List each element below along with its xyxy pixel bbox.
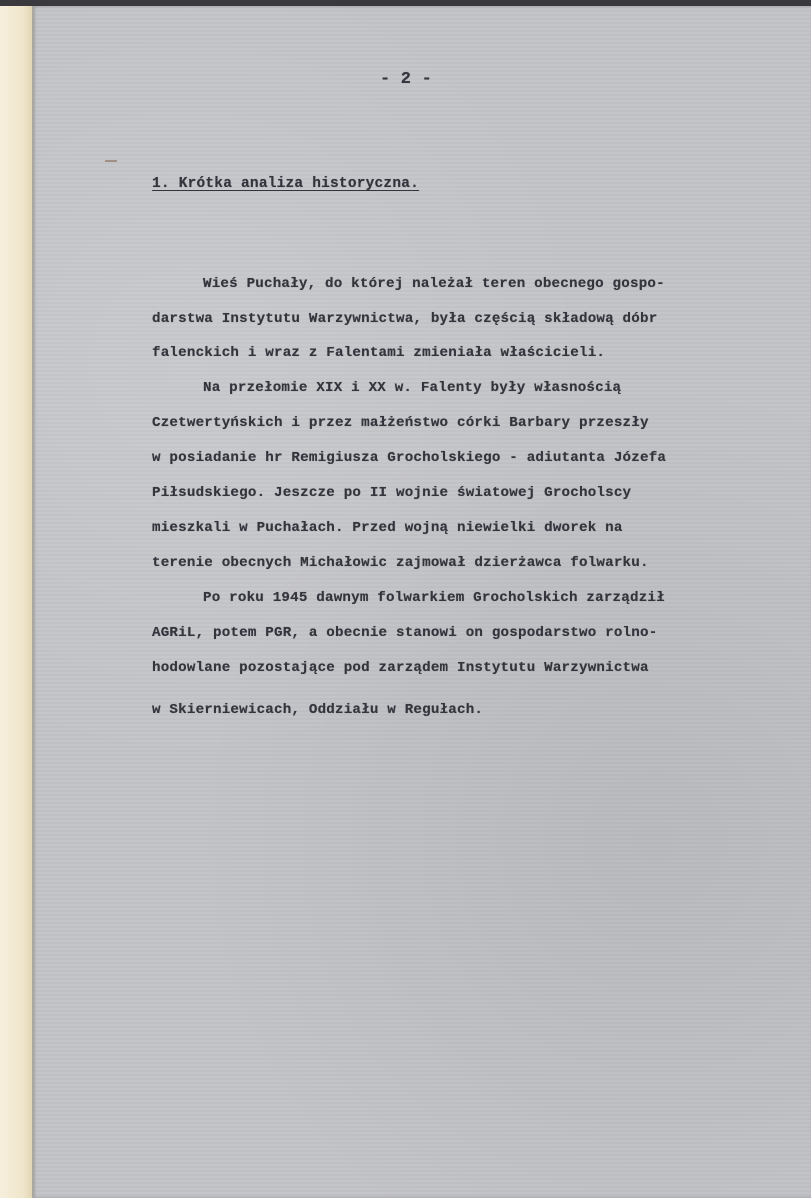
text-line-5: Czetwertyńskich i przez małżeństwo córki Barbary przeszły: [152, 415, 649, 431]
text-line-6: w posiadanie hr Remigiusza Grocholskiego - adiutanta Józefa: [152, 450, 667, 466]
text-line-2: darstwa Instytutu Warzywnictwa, była częścią składową dóbr: [152, 311, 658, 327]
text-line-4: Na przełomie XIX i XX w. Falenty były własnością: [203, 380, 622, 396]
text-line-12: hodowlane pozostające pod zarządem Instytutu Warzywnictwa: [152, 660, 649, 676]
text-line-9: terenie obecnych Michałowic zajmował dzierżawca folwarku.: [152, 555, 649, 571]
text-line-7: Piłsudskiego. Jeszcze po II wojnie światowej Grocholscy: [152, 485, 632, 501]
text-line-1: Wieś Puchały, do której należał teren obecnego gospo-: [203, 276, 665, 292]
text-line-10: Po roku 1945 dawnym folwarkiem Grocholskich zarządził: [203, 590, 665, 606]
scan-top-edge: [0, 0, 811, 6]
text-line-13: w Skierniewicach, Oddziału w Regułach.: [152, 702, 484, 718]
text-line-3: falenckich i wraz z Falentami zmieniała właścicieli.: [152, 345, 606, 361]
margin-mark: [105, 160, 117, 162]
binding-margin: [0, 0, 32, 1198]
section-heading: 1. Krótka analiza historyczna.: [152, 176, 420, 192]
text-line-8: mieszkali w Puchałach. Przed wojną niewielki dworek na: [152, 520, 623, 536]
text-line-11: AGRiL, potem PGR, a obecnie stanowi on gospodarstwo rolno-: [152, 625, 658, 641]
sheet-edge: [32, 6, 34, 1198]
page-number: - 2 -: [380, 70, 433, 89]
